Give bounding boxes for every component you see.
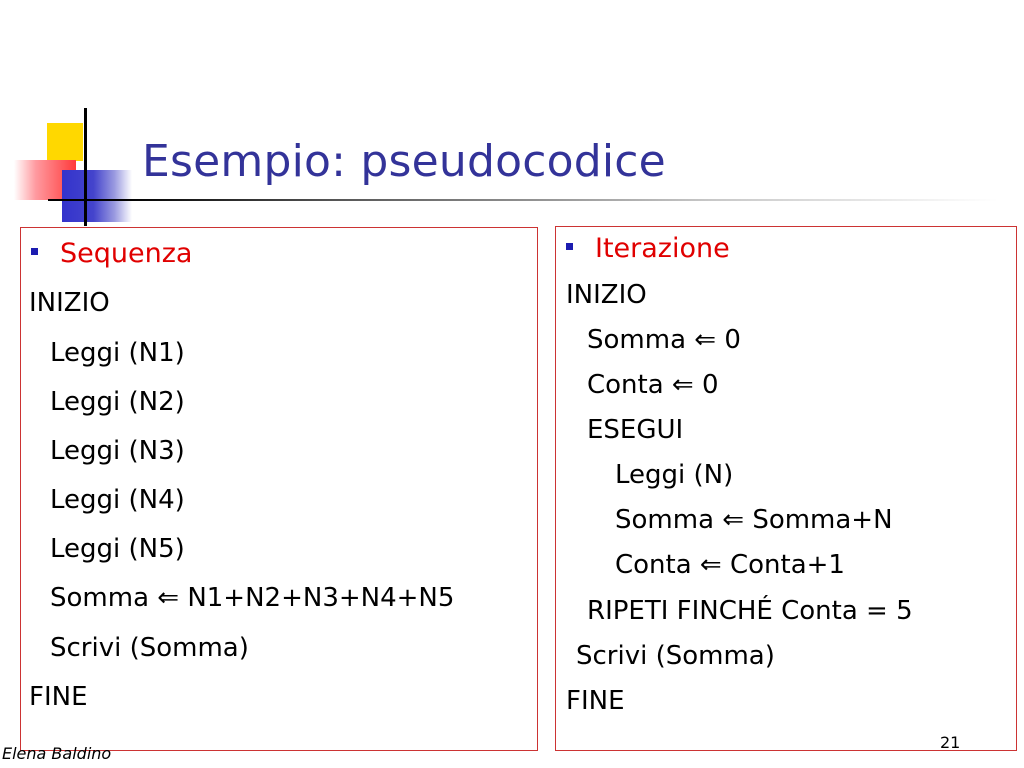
code-line: Scrivi (Somma) [50,633,249,663]
square-bullet-icon [566,243,573,250]
code-line: Leggi (N5) [50,534,185,564]
square-bullet-icon [31,248,38,255]
code-line: Somma ⇐ Somma+N [615,505,893,535]
iteration-heading-row [566,233,730,264]
code-line: Leggi (N2) [50,387,185,417]
footer-author: Elena Baldino [2,744,112,763]
code-line: Leggi (N3) [50,436,185,466]
page-number: 21 [940,733,961,752]
title-underline [48,199,998,201]
logo-yellow-square [47,123,83,161]
code-line: Scrivi (Somma) [576,641,775,671]
sequence-heading-row [31,238,192,269]
code-line: Leggi (N4) [50,485,185,515]
logo-blue-square [62,170,132,222]
code-line: Conta ⇐ Conta+1 [615,550,845,580]
code-line: Conta ⇐ 0 [587,370,719,400]
iteration-heading: Iterazione [595,233,730,264]
code-line: ESEGUI [587,415,684,445]
sequence-heading: Sequenza [60,238,193,269]
code-line: Leggi (N1) [50,338,185,368]
logo-vertical-line [84,108,87,226]
code-line: INIZIO [566,280,647,310]
code-line: FINE [29,682,88,712]
code-line: RIPETI FINCHÉ Conta = 5 [587,596,913,626]
code-line: Somma ⇐ N1+N2+N3+N4+N5 [50,583,455,613]
code-line: Somma ⇐ 0 [587,325,741,355]
code-line: FINE [566,686,625,716]
code-line: Leggi (N) [615,460,734,490]
code-line: INIZIO [29,288,110,318]
slide-title: Esempio: pseudocodice [142,136,666,187]
iteration-box [555,226,1017,751]
sequence-box [20,227,538,751]
